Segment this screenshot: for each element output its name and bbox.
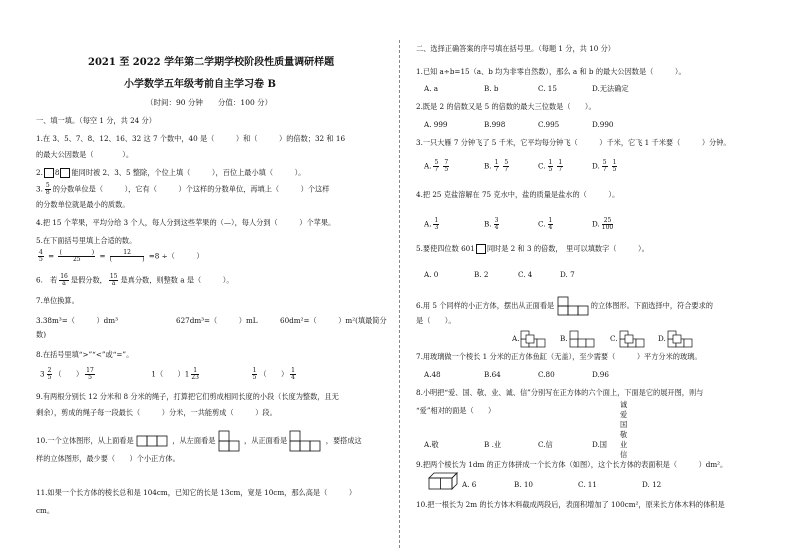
exam-subtitle: 小学数学五年级考前自主学习卷 B	[124, 79, 276, 90]
q7b: 627dm³=（ ）mL	[176, 316, 258, 325]
q10-line1: 10.一个立体图形，从上面看是 ，从左面看是 ，从正面看是 ，要搭成这	[36, 430, 362, 452]
fraction: $\frac{16}{a}$	[60, 273, 68, 287]
r-q2-opt-c[interactable]: C.995	[538, 120, 560, 129]
q7-heading: 7.单位换算。	[36, 296, 79, 305]
r-q2-opt-d[interactable]: D.990	[592, 120, 614, 129]
r-q3-opt-d[interactable]: D. $\frac{5}{7}$ $\frac{1}{5}$	[592, 159, 617, 173]
r-q8-opt-d[interactable]: D.国	[592, 440, 607, 449]
q7c: 60dm²=（ ）m²(填最简分	[280, 316, 387, 325]
r-q2: 2.既是 2 的倍数又是 5 的倍数的最大三位数是（ ）。	[416, 102, 596, 111]
q3-line2: 的分数单位就是最小的质数。	[36, 200, 130, 209]
left-view-figure	[218, 430, 242, 452]
r-q4-opt-a[interactable]: A. $\frac{1}{3}$	[424, 217, 439, 231]
fraction: $\frac{5}{7}$	[602, 159, 607, 173]
q5-equation: $\frac{4}{5}$ = $\frac{( )}{25}$ = $\frac{12}{( )}$ =8 ÷（ ）	[39, 249, 204, 263]
q7d: 数)	[36, 330, 46, 339]
net-face: 爱	[620, 410, 628, 419]
net-face: 诚	[620, 400, 628, 409]
fraction: $\frac{3}{4}$	[494, 217, 499, 231]
q9-line1: 9.有两根分别长 12 分米和 8 分米的绳子，打算把它们剪成相同长度的小段（长度为整数，且无	[36, 392, 339, 401]
q4: 4.把 15 个苹果，平均分给 3 个人，每人分到这些苹果的（—），每人分到（ ）个苹果。	[36, 218, 336, 227]
r-q3: 3.一只大雁 7 分钟飞了 5 千米，它平均每分钟飞（ ）千米，它飞 1 千米要（ ）分钟。	[416, 138, 731, 147]
net-face: 国	[620, 420, 628, 429]
r-q8-opt-b[interactable]: B .业	[484, 440, 502, 449]
q2: 2. 8 能同时被 2、3、5 整除，个位上填（ ），百位上最小填（ ）。	[36, 168, 306, 177]
cube-stack-icon	[519, 330, 549, 348]
net-face: 信	[620, 450, 628, 459]
section-1-heading: 一、填一填。（每空 1 分，共 24 分）	[36, 116, 156, 125]
front-view-figure	[557, 296, 589, 316]
r-q5-opt-c[interactable]: C. 4	[518, 270, 533, 279]
fraction: $\frac{1}{4}$	[548, 217, 553, 231]
r-q2-opt-a[interactable]: A. 999	[424, 120, 448, 129]
r-q5-opt-b[interactable]: B. 2	[474, 270, 489, 279]
fraction: $\frac{5}{8}$	[45, 182, 50, 196]
fraction: $\frac{1}{5}$	[548, 159, 553, 173]
fraction: $\frac{5}{7}$	[504, 159, 509, 173]
r-q3-opt-b[interactable]: B. $\frac{1}{7}$ $\frac{5}{7}$	[484, 159, 509, 173]
q10-line2: 样的立体图形，最少要（ ）个小正方体。	[36, 454, 180, 463]
r-q9: 9.把两个棱长为 1dm 的正方体拼成一个长方体（如图），这个长方体的表面积是（ ）dm²。	[416, 460, 728, 469]
r-q1-opt-c[interactable]: C. 15	[538, 84, 557, 93]
cuboid-figure	[428, 472, 458, 490]
front-view-figure	[289, 430, 323, 452]
net-face: 业	[620, 440, 628, 449]
fraction: $\frac{12}{( )}$	[109, 249, 145, 263]
r-q4-opt-d[interactable]: D. $\frac{25}{100}$	[592, 217, 614, 231]
r-q6-line2: 是（ ）。	[416, 316, 456, 325]
r-q7-opt-c[interactable]: C.80	[538, 370, 555, 379]
r-q7-opt-b[interactable]: B.64	[484, 370, 501, 379]
exam-meta: （时间：90 分钟 分值：100 分）	[146, 98, 273, 107]
r-q4: 4.把 25 克盐溶解在 75 克水中，盐的质量是盐水的（ ）。	[416, 190, 620, 199]
r-q7-opt-a[interactable]: A.48	[424, 370, 441, 379]
r-q4-opt-c[interactable]: C. $\frac{1}{4}$	[538, 217, 553, 231]
fraction: $\frac{7}{5}$	[444, 159, 449, 173]
cube-stack-icon	[666, 330, 696, 348]
column-divider	[399, 40, 400, 548]
exam-title: 2021 至 2022 学年第二学期学校阶段性质量调研样题	[88, 57, 335, 68]
fraction: $\frac{1}{7}$	[558, 159, 563, 173]
q11-line1: 11.如果一个长方体的棱长总和是 104cm，已知它的长是 13cm，宽是 10cm，那么高是（ ）	[36, 488, 357, 497]
r-q9-opt-d[interactable]: D. 12	[642, 480, 662, 489]
r-q3-opt-a[interactable]: A. $\frac{5}{7}$ $\frac{7}{5}$	[424, 159, 449, 173]
r-q5-opt-d[interactable]: D. 7	[560, 270, 575, 279]
r-q5-opt-a[interactable]: A. 0	[424, 270, 439, 279]
fraction: $\frac{5}{7}$	[434, 159, 439, 173]
r-q1-opt-a[interactable]: A. a	[424, 84, 439, 93]
top-view-figure	[136, 435, 170, 447]
q1-line2: 的最大公因数是（ ）。	[36, 150, 134, 159]
q6: 6. 若 $\frac{16}{a}$ 是假分数， $\frac{15}{a}$ 是真分数，则整数 a 是（ ）。	[36, 273, 234, 287]
q5-heading: 5.在下面括号里填上合适的数。	[36, 236, 137, 245]
r-q2-opt-b[interactable]: B.998	[484, 120, 506, 129]
r-q8-opt-a[interactable]: A.敬	[424, 440, 439, 449]
r-q8-opt-c[interactable]: C.信	[538, 440, 553, 449]
q8-comparisons: 3 $\frac{2}{5}$ （ ） $\frac{17}{5}$ 1（ ）1 $\frac{1}{23}$ $\frac{1}{5}$ （ ） $\frac{1}{4}$	[40, 367, 295, 381]
r-q4-opt-b[interactable]: B. $\frac{3}{4}$	[484, 217, 499, 231]
r-q7: 7.用玻璃做一个棱长 1 分米的正方体鱼缸（无盖），至少需要（ ）平方分米的玻璃。	[416, 352, 702, 361]
fraction: $\frac{1}{3}$	[434, 217, 439, 231]
blank-box[interactable]	[44, 168, 54, 178]
r-q1: 1.已知 a÷b=15（a、b 均为非零自然数），那么 a 和 b 的最大公因数是（ ）。	[416, 67, 686, 76]
q8-heading: 8.在括号里填“>”“<”或“=”。	[36, 350, 134, 359]
r-q6-line1: 6.用 5 个同样的小正方体，摆出从正面看是 的立体图形。下面选择中，符合要求的	[416, 296, 713, 316]
fraction: $\frac{15}{a}$	[109, 273, 118, 287]
q7a: 3.38m³=（ ）dm³	[36, 316, 118, 325]
fraction: $\frac{1}{5}$	[612, 159, 617, 173]
section-2-heading: 二、选择正确答案的序号填在括号里。（每题 1 分，共 10 分）	[416, 44, 615, 53]
r-q9-opt-b[interactable]: B. 10	[514, 480, 533, 489]
r-q8-line1: 8.小明把“爱、国、敬、业、诚、信”分别写在正方体的六个面上，下面是它的展开图，则与	[416, 388, 704, 397]
q1-line1: 1.在 3、5、7、8、12、16、32 这 7 个数中，40 是（ ）和（ ）的倍数；32 和 16	[36, 134, 346, 143]
blank-box[interactable]	[60, 168, 70, 178]
r-q6-opt-d[interactable]: D.	[658, 330, 696, 348]
q3-line1: 3. $\frac{5}{8}$ 的分数单位是（ ），它有（ ）个这样的分数单位，再填上（ ）个这样	[36, 182, 330, 196]
q11-line2: cm。	[36, 506, 55, 515]
r-q9-opt-a[interactable]: A. 6	[462, 480, 477, 489]
r-q5: 5.要使四位数 601 同时是 2 和 3 的倍数， 里可以填数字（ ）。	[416, 244, 649, 253]
r-q7-opt-d[interactable]: D.96	[592, 370, 609, 379]
r-q6-opt-a[interactable]: A.	[512, 330, 549, 348]
net-face: 敬	[620, 430, 628, 439]
cube-stack-icon	[568, 330, 598, 348]
r-q9-opt-c[interactable]: C. 11	[578, 480, 597, 489]
fraction: $\frac{( )}{25}$	[59, 249, 95, 263]
cube-stack-icon	[618, 330, 648, 348]
fraction: $\frac{1}{7}$	[494, 159, 499, 173]
r-q6-opt-b[interactable]: B.	[560, 330, 598, 348]
fraction: $\frac{25}{100}$	[601, 217, 614, 231]
r-q10: 10.把一根长为 2m 的长方体木料截成两段后，表面积增加了 100cm²，原来长方体木料的体积是	[416, 500, 725, 509]
r-q1-opt-b[interactable]: B. b	[484, 84, 499, 93]
blank-box[interactable]	[476, 244, 486, 254]
r-q1-opt-d[interactable]: D.无法确定	[592, 84, 629, 93]
r-q3-opt-c[interactable]: C. $\frac{1}{5}$ $\frac{1}{7}$	[538, 159, 563, 173]
r-q6-opt-c[interactable]: C.	[610, 330, 648, 348]
r-q8-line2: “爱”相对的面是（ ）	[416, 406, 496, 415]
q9-line2: 剩余），剪成的绳子每一段最长（ ）分米，一共能剪成（ ）段。	[36, 408, 277, 417]
cube-net	[620, 400, 700, 459]
fraction: $\frac{4}{5}$	[39, 249, 43, 263]
